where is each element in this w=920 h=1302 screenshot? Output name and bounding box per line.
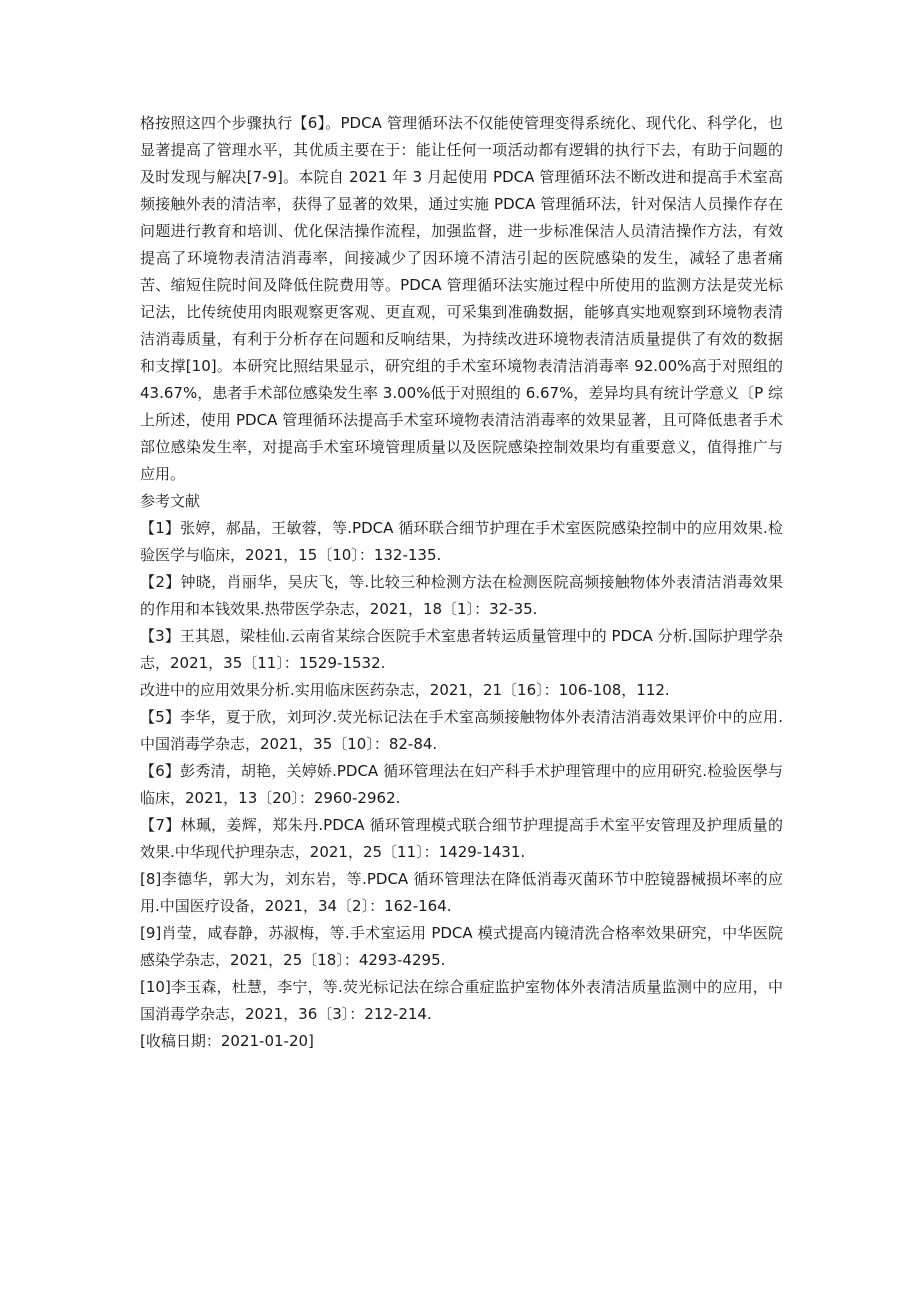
reference-item: 【3】王其恩，梁桂仙.云南省某综合医院手术室患者转运质量管理中的 PDCA 分析.国际护理学杂志，2021，35〔11〕：1529-1532. [140, 627, 783, 672]
body-paragraph: 格按照这四个步骤执行【6】。PDCA 管理循环法不仅能使管理变得系统化、现代化、科学化，也显著提高了管理水平，其优质主要在于：能让任何一项活动都有逻辑的执行下去，有助于问题的及时发现与解决[7-9]。本院自 2021 年 3 月起使用 PDCA 管理循环法不断改进和提高手术室高频接触外表的清洁率，获得了显著的效果，通过实施 PDCA 管理循环法，针对保洁人员操作存在问题进行教育和培训、优化保洁操作流程，加强监督，进一步标准保洁人员清洁操作方法，有效提高了环境物表清洁消毒率，间接减少了因环境不清洁引起的医院感染的发生，减轻了患者痛苦、缩短住院时间及降低住院费用等。PDCA 管理循环法实施过程中所使用的监测方法是荧光标记法，比传统使用肉眼观察更客观、更直观，可采集到准确数据，能够真实地观察到环境物表清洁消毒质量，有利于分析存在问题和反响结果，为持续改进环境物表清洁质量提供了有效的数据和支撑[10]。本研究比照结果显示，研究组的手术室环境物表清洁消毒率 92.00%高于对照组的 43.67%，患者手术部位感染发生率 3.00%低于对照组的 6.67%，差异均具有统计学意义〔P 综上所述，使用 PDCA 管理循环法提高手术室环境物表清洁消毒率的效果显著，且可降低患者手术部位感染发生率，对提高手术室环境管理质量以及医院感染控制效果均有重要意义，值得推广与应用。 [140, 114, 783, 483]
reference-item: 【2】钟晓，肖丽华，吴庆飞，等.比较三种检测方法在检测医院高频接触物体外表清洁消毒效果的作用和本钱效果.热带医学杂志，2021，18〔1〕：32-35. [140, 573, 783, 618]
reference-item: 【7】林珮，姜辉，郑朱丹.PDCA 循环管理模式联合细节护理提高手术室平安管理及护理质量的效果.中华现代护理杂志，2021，25〔11〕：1429-1431. [140, 816, 783, 861]
references-heading: 参考文献 [140, 492, 201, 510]
reference-item: [9]肖莹，咸春静，苏淑梅，等.手术室运用 PDCA 模式提高内镜清洗合格率效果研究，中华医院感染学杂志，2021，25〔18〕：4293-4295. [140, 924, 783, 969]
reference-item: [8]李德华，郭大为，刘东岩，等.PDCA 循环管理法在降低消毒灭菌环节中腔镜器械损坏率的应用.中国医疗设备，2021，34〔2〕：162-164. [140, 870, 783, 915]
reference-item: [10]李玉森，杜慧，李宁，等.荧光标记法在综合重症监护室物体外表清洁质量监测中的应用，中国消毒学杂志，2021，36〔3〕：212-214. [140, 978, 783, 1023]
reference-item: 【1】张婷，郝晶，王敏蓉，等.PDCA 循环联合细节护理在手术室医院感染控制中的应用效果.检验医学与临床，2021，15〔10〕：132-135. [140, 519, 783, 564]
document-page [140, 110, 783, 1055]
reference-item: 改进中的应用效果分析.实用临床医药杂志，2021，21〔16〕：106-108，112. [140, 681, 670, 699]
reference-item: 【6】彭秀清，胡艳，关婷娇.PDCA 循环管理法在妇产科手术护理管理中的应用研究.检验医學与临床，2021，13〔20〕：2960-2962. [140, 762, 783, 807]
received-date: [收稿日期：2021-01-20] [140, 1032, 314, 1050]
reference-item: 【5】李华，夏于欣，刘珂汐.荧光标记法在手术室高频接触物体外表清洁消毒效果评价中的应用.中国消毒学杂志，2021，35〔10〕：82-84. [140, 708, 783, 753]
